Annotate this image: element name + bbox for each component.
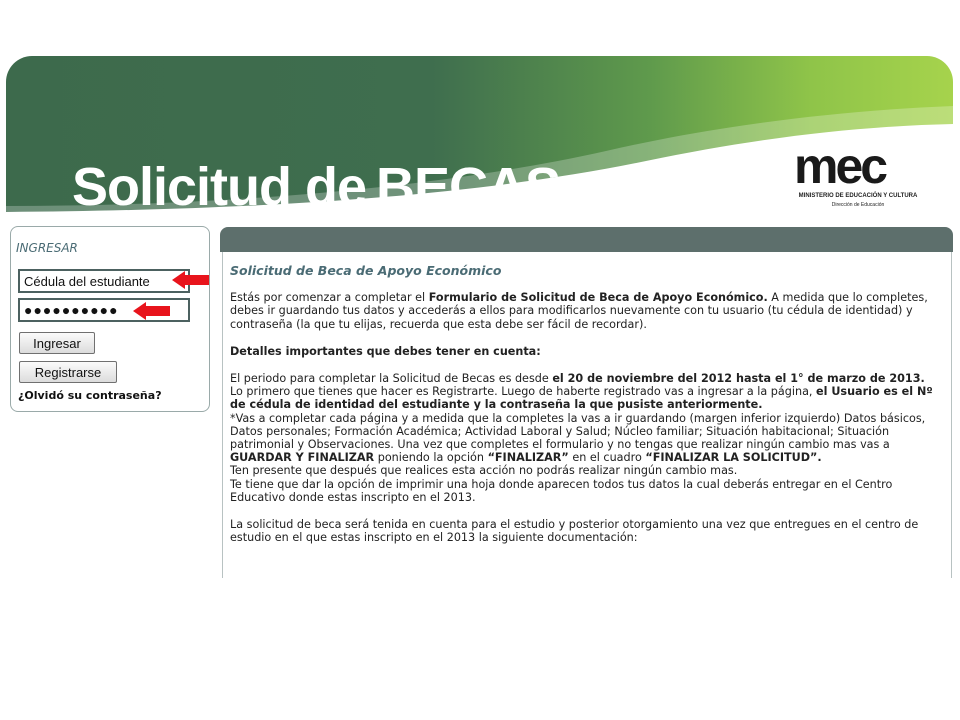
arrow-left-icon <box>172 270 210 290</box>
content-heading: Solicitud de Beca de Apoyo Económico <box>230 263 502 278</box>
content-panel <box>222 252 952 578</box>
notice-paragraph: Ten presente que después que realices esta acción no podrás realizar ningún cambio mas. <box>230 464 738 478</box>
arrow-left-icon <box>133 301 171 321</box>
steps-text-d: “FINALIZAR” <box>487 451 569 465</box>
title-part1: Solicitud de <box>72 157 367 214</box>
steps-text-a: *Vas a completar cada página y a medida que la completes la vas a ir guardando (margen inferior izquierdo) Datos básicos, Datos personales; Formación Académica; Actividad Laboral y Salud; Núcleo familiar; Situación habitacional; Situación patrimonial y Observaciones. Una vez que completes el formulario y no tengas que realizar ningún cambio mas vas a <box>230 411 926 452</box>
forgot-password-link[interactable]: ¿Olvidó su contraseña? <box>18 389 162 402</box>
logo-word: mec <box>794 138 886 194</box>
period-text-b: el 20 de noviembre del 2012 hasta el 1° de marzo de 2013. <box>552 372 925 386</box>
content-body <box>230 264 942 558</box>
documents-paragraph: La solicitud de beca será tenida en cuenta para el estudio y posterior otorgamiento una vez que entregues en el centro de estudio en el que estas inscripto en el 2013 la siguiente documentación: <box>230 518 919 545</box>
intro-text-c: A medida que lo completes, debes ir guardando tus datos y accederás a ellos para modificarlos nuevamente con tu usuario (tu cédula de identidad) y contraseña (la que tu elijas, recuerda que esta debe ser fácil de recordar). <box>230 291 928 331</box>
login-button[interactable]: Ingresar <box>19 332 95 354</box>
details-block <box>230 372 942 504</box>
login-panel <box>10 226 210 412</box>
register-button[interactable]: Registrarse <box>19 361 117 383</box>
period-paragraph <box>230 372 942 385</box>
period-text-a: El periodo para completar la Solicitud de Becas es desde <box>230 372 553 386</box>
details-heading: Detalles importantes que debes tener en cuenta: <box>230 344 541 358</box>
page-title <box>72 156 560 214</box>
login-title: INGRESAR <box>16 241 78 255</box>
content-header-bar <box>220 227 953 252</box>
steps-paragraph <box>230 412 942 465</box>
steps-text-c: poniendo la opción <box>374 451 488 465</box>
print-paragraph: Te tiene que dar la opción de imprimir una hoja donde aparecen todos tus datos la cual deberás entregar en el Centro Educativo donde estas inscripto en el 2013. <box>230 477 893 504</box>
intro-text-b: Formulario de Solicitud de Beca de Apoyo Económico. <box>428 291 768 305</box>
logo-ministry-line: MINISTERIO DE EDUCACIÓN Y CULTURA <box>798 193 918 199</box>
intro-text-a: Estás por comenzar a completar el <box>230 291 429 305</box>
steps-text-b: GUARDAR Y FINALIZAR <box>230 451 375 465</box>
steps-text-f: “FINALIZAR LA SOLICITUD”. <box>645 451 822 465</box>
register-paragraph <box>230 385 942 411</box>
username-field-wrapper <box>18 269 190 293</box>
steps-text-e: en el cuadro <box>568 451 646 465</box>
intro-paragraph <box>230 291 942 331</box>
mec-logo <box>790 138 930 213</box>
logo-direction-line: Dirección de Educación <box>831 202 885 208</box>
username-input[interactable] <box>20 272 188 292</box>
title-part2: BECAS <box>376 157 561 214</box>
register-text-a: Lo primero que tienes que hacer es Registrarte. Luego de haberte registrado vas a ingresar a la página, <box>230 385 817 399</box>
register-text-b: el Usuario es el Nº de cédula de identidad del estudiante y la contraseña la que pusiste anteriormente. <box>230 385 933 412</box>
